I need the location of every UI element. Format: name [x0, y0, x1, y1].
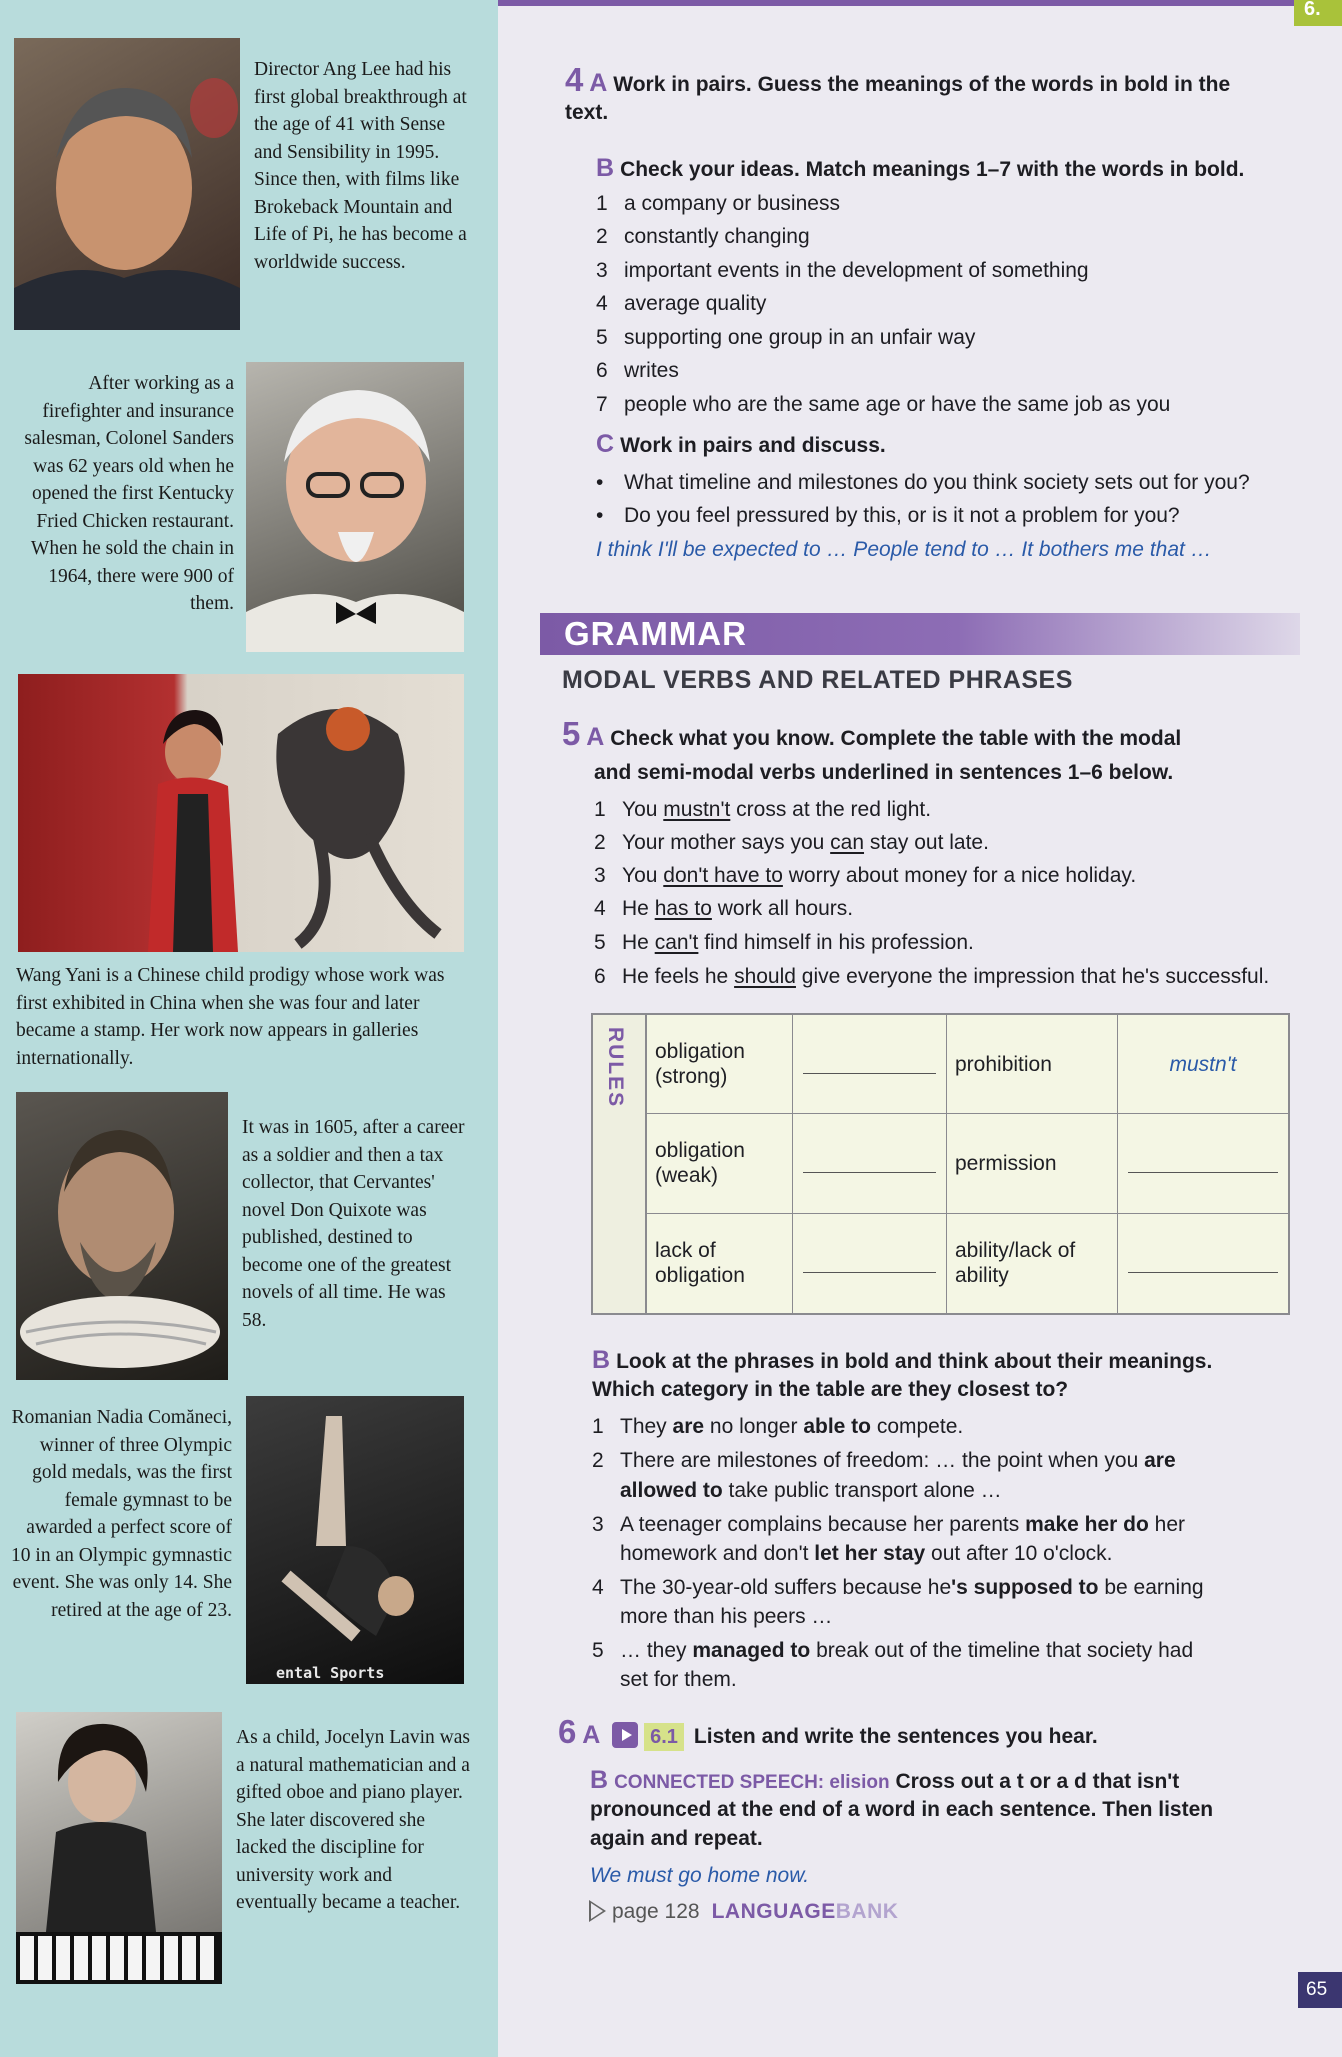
meaning-item: 4 average quality	[596, 292, 767, 315]
table-answer-blank[interactable]	[793, 1015, 947, 1114]
ex6-b-instruction: B CONNECTED SPEECH: elision Cross out a t or a d that isn't	[590, 1766, 1180, 1794]
nadia-comaneci-bio: Romanian Nadia Comăneci, winner of three Olympic gold medals, was the first female gymnast to be awarded a perfect score of 10 in an Olympic gymnastic event. She was only 14. She retired at the age of 23.	[11, 1407, 232, 1621]
ex4-c-instruction: C Work in pairs and discuss.	[596, 430, 886, 458]
modal-sentence: 4 He has to work all hours.	[594, 897, 854, 920]
modal-sentence: 1 You mustn't cross at the red light.	[594, 798, 932, 821]
jocelyn-lavin-bio: As a child, Jocelyn Lavin was a natural mathematician and a gifted oboe and piano player. She later discovered she lacked the discipline for university work and eventually became a teacher.	[236, 1727, 470, 1913]
connected-speech-label: CONNECTED SPEECH: elision	[614, 1772, 890, 1793]
meaning-item: 5 supporting one group in an unfair way	[596, 326, 976, 349]
unit-corner-tab: 6.	[1294, 0, 1342, 26]
jocelyn-lavin-photo	[16, 1712, 222, 1984]
rules-side-label: RULES	[593, 1015, 647, 1313]
modal-sentence: 6 He feels he should give everyone the impression that he's successful.	[594, 965, 1270, 988]
elision-example: We must go home now.	[590, 1864, 810, 1887]
page-arrow-icon	[590, 1900, 606, 1922]
wang-yani-bio: Wang Yani is a Chinese child prodigy whose work was first exhibited in China when she was four and later became a stamp. Her work now appears in galleries internationally.	[16, 965, 445, 1069]
bold-phrase-item-cont: more than his peers …	[620, 1605, 833, 1628]
modal-sentence: 5 He can't find himself in his profession.	[594, 931, 974, 954]
modal-sentence: 3 You don't have to worry about money for a nice holiday.	[594, 864, 1137, 887]
audio-track-number: 6.1	[644, 1723, 684, 1751]
top-accent-bar	[498, 0, 1342, 6]
ex6-number: 6	[558, 1713, 577, 1750]
table-label-cell: permission	[947, 1114, 1118, 1213]
ex5-b-instruction: B Look at the phrases in bold and think about their meanings.	[592, 1346, 1213, 1374]
table-answer-blank[interactable]	[1118, 1114, 1288, 1213]
table-answer-blank[interactable]	[793, 1114, 947, 1213]
colonel-sanders-bio: After working as a firefighter and insurance salesman, Colonel Sanders was 62 years old when he opened the first Kentucky Fried Chicken restaurant. When he sold the chain in 1964, there were 900 of them.	[24, 373, 234, 614]
ex5-a-instruction: 5 A Check what you know. Complete the table with the modal	[562, 715, 1182, 752]
meaning-item: 2 constantly changing	[596, 225, 810, 248]
ang-lee-photo	[14, 38, 240, 330]
photo-credit-caption: ental Sports	[276, 1664, 385, 1682]
rules-table	[591, 1013, 1290, 1315]
bold-phrase-item: 2 There are milestones of freedom: … the point when you are	[592, 1449, 1176, 1472]
ex6-b-instruction-line2: pronounced at the end of a word in each sentence. Then listen	[590, 1798, 1214, 1821]
bold-phrase-item: 1 They are no longer able to compete.	[592, 1415, 964, 1438]
ex4-a-instruction: 4 A Work in pairs. Guess the meanings of the words in bold in the text.	[565, 61, 1231, 124]
language-bank-reference[interactable]: page 128 LANGUAGEBANK	[590, 1900, 898, 1924]
cervantes-bio: It was in 1605, after a career as a soldier and then a tax collector, that Cervantes' novel Don Quixote was published, destined to become one of the greatest novels of all time. He was 58.	[242, 1117, 465, 1331]
table-label-cell: lack of obligation	[647, 1214, 793, 1313]
table-answer-blank[interactable]	[1118, 1214, 1288, 1313]
cervantes-photo	[16, 1092, 228, 1380]
ex5-a-instruction-line2: and semi-modal verbs underlined in sentences 1–6 below.	[594, 761, 1174, 784]
discussion-question: • What timeline and milestones do you think society sets out for you?	[596, 471, 1250, 494]
discussion-prompts: I think I'll be expected to … People tend to … It bothers me that …	[596, 538, 1212, 561]
table-answer-example: mustn't	[1118, 1015, 1288, 1114]
ex4-b-instruction: B Check your ideas. Match meanings 1–7 with the words in bold.	[596, 154, 1245, 182]
modal-sentence: 2 Your mother says you can stay out late.	[594, 831, 989, 854]
table-label-cell: ability/lack of ability	[947, 1214, 1118, 1313]
nadia-comaneci-photo	[246, 1396, 464, 1684]
grammar-section-band: GRAMMAR	[540, 613, 1300, 655]
bold-phrase-item-cont: allowed to take public transport alone …	[620, 1479, 1002, 1502]
ang-lee-bio: Director Ang Lee had his first global breakthrough at the age of 41 with Sense and Sensibility in 1995. Since then, with films like Brokeback Mountain and Life of Pi, he has become a worldwide success.	[254, 59, 467, 273]
table-label-cell: obligation (strong)	[647, 1015, 793, 1114]
grammar-subheading: MODAL VERBS AND RELATED PHRASES	[562, 666, 1073, 694]
audio-play-icon[interactable]	[612, 1722, 638, 1748]
ex4-number: 4	[565, 61, 584, 98]
discussion-question: • Do you feel pressured by this, or is it not a problem for you?	[596, 504, 1180, 527]
bold-phrase-item: 4 The 30-year-old suffers because he's supposed to be earning	[592, 1576, 1204, 1599]
ex6-b-instruction-line3: again and repeat.	[590, 1827, 763, 1850]
ex5-b-instruction-line2: Which category in the table are they closest to?	[592, 1378, 1069, 1401]
table-answer-blank[interactable]	[793, 1214, 947, 1313]
page-number-tab: 65	[1298, 1972, 1342, 2008]
bold-phrase-item: 3 A teenager complains because her parents make her do her	[592, 1513, 1185, 1536]
meaning-item: 1 a company or business	[596, 192, 840, 215]
table-label-cell: prohibition	[947, 1015, 1118, 1114]
bold-phrase-item-cont: set for them.	[620, 1668, 737, 1691]
meaning-item: 3 important events in the development of something	[596, 259, 1089, 282]
ex5-number: 5	[562, 715, 581, 752]
meaning-item: 6 writes	[596, 359, 679, 382]
ex6-a-instruction: 6 A 6.1 Listen and write the sentences you hear.	[558, 1713, 1098, 1750]
bold-phrase-item-cont: homework and don't let her stay out after 10 o'clock.	[620, 1542, 1113, 1565]
table-label-cell: obligation (weak)	[647, 1114, 793, 1213]
wang-yani-photo	[18, 674, 464, 952]
meaning-item: 7 people who are the same age or have the same job as you	[596, 393, 1171, 416]
colonel-sanders-photo	[246, 362, 464, 652]
bold-phrase-item: 5 … they managed to break out of the timeline that society had	[592, 1639, 1194, 1662]
